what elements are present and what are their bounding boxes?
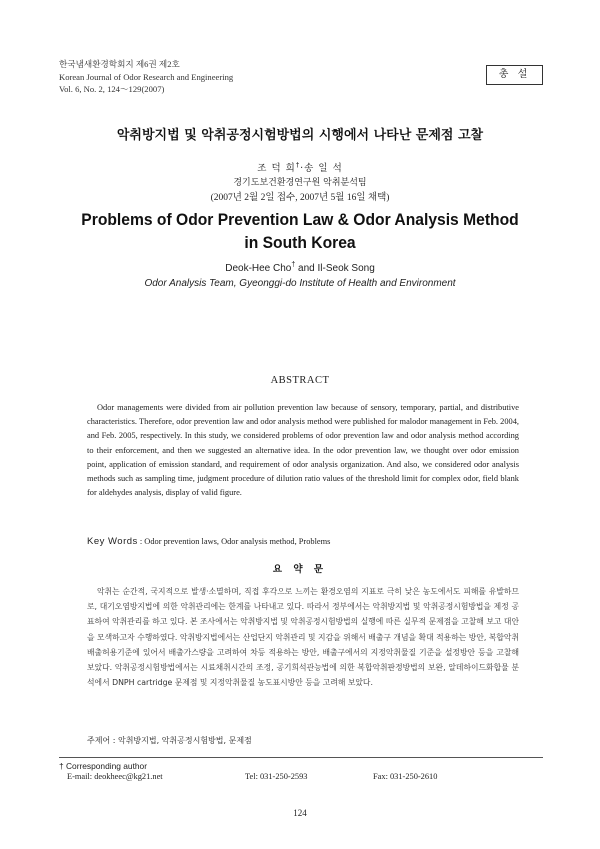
keywords-line (87, 536, 330, 547)
corresponding-mark: † (295, 160, 301, 169)
summary-heading-ko: 요 약 문 (272, 564, 328, 575)
article-type-badge: 총 설 (486, 65, 543, 85)
summary-body-ko: 악취는 순간적, 국지적으로 발생·소멸하며, 직접 후각으로 느끼는 환경오염의 지표로 극히 낮은 농도에서도 피해를 유발하므로, 대기오염방지법에 의한 악취관리에는 한계를 나타내고 있다. 따라서 정부에서는 악취방지법 및 악취공정시험방법을 제정 공표하여 악취관리를 하고 있다. 본 조사에서는 악취방지법 및 악취공정시험방법의 실행에 따른 실무적 문제점을 고찰해 보고 대안을 모색하고자 수행하였다. 악취방지법에서는 산업단지 악취관리 및 지감을 위해서 배출구 개념을 확대 적용하는 방안, 복합악취 배출허용기준에 있어서 배출가스량을 고려하여 차등 적용하는 방안, 배출구에서의 지정악취물질 기준을 설정방안 등을 고찰해 보았다. 악취공정시험방법에서는 시료채취시간의 조정, 공기희석관능법에 의한 복합악취판정방법의 보완, 알데하이드화합물 분석에서 DNPH cartridge 문제점 및 지정악취물질 농도표시방안 등을 고려해 보았다. (87, 587, 519, 688)
journal-name-en: Korean Journal of Odor Research and Engineering (59, 71, 234, 82)
contact-fax: Fax: 031-250-2610 (373, 772, 438, 781)
corresponding-author-note: † Corresponding author (59, 761, 147, 771)
author-first-ko: 조 덕 희 (257, 163, 296, 174)
corresponding-mark-en: † (291, 261, 296, 269)
contact-tel: Tel: 031-250-2593 (245, 772, 308, 781)
author-first-en: Deok-Hee Cho (225, 263, 292, 274)
abstract-body: Odor managements were divided from air pollution prevention law because of sensory, temporary, partial, and distributive characteristics. Therefore, odor prevention law and odor analysis method were published for malodor management in Feb. 2004, and Feb. 2005, respectively. In this study, we considered problems of odor prevention law and odor analysis method according to their enforcement, and then we suggested an alternative idea. In the odor prevention law, we thought over odor emission point, application of emission standard, and requirement of odor analysis organization. And also, we considered odor analysis methods such as sampling time, judgment procedure of dilution ratio values of the threshold limit for complex odor, field blank for aldehydes analysis, display of valid figure. (87, 403, 519, 498)
title-en-line-2: in South Korea (244, 233, 356, 252)
journal-volume: Vol. 6, No. 2, 124～129(2007) (59, 84, 165, 94)
author-rest-en: and Il-Seok Song (295, 263, 375, 274)
keywords-text: : Odor prevention laws, Odor analysis method, Problems (137, 537, 331, 546)
received-dates: (2007년 2월 2일 접수, 2007년 5월 16일 채택) (210, 193, 390, 203)
keywords-ko: 주제어 : 악취방지법, 악취공정시험방법, 문제점 (87, 736, 252, 745)
author-rest-ko: ·송 일 석 (300, 163, 343, 174)
authors-en (0, 263, 600, 274)
paper-title-en (24, 208, 576, 254)
paper-title-ko: 악취방지법 및 악취공정시험방법의 시행에서 나타난 문제점 고찰 (116, 128, 484, 143)
affiliation-ko: 경기도보건환경연구원 악취분석팀 (233, 178, 367, 188)
affiliation-en: Odor Analysis Team, Gyeonggi-do Institute of Health and Environment (144, 278, 456, 289)
keywords-label: Key Words (87, 536, 138, 547)
authors-ko (0, 160, 600, 174)
journal-name-ko: 한국냄새환경학회지 제6권 제2호 (59, 59, 180, 69)
journal-info (59, 58, 233, 96)
footnote-divider (59, 757, 543, 758)
title-en-line-1: Problems of Odor Prevention Law & Odor Analysis Method (81, 210, 519, 229)
abstract-heading: ABSTRACT (270, 375, 330, 386)
page-number: 124 (293, 808, 307, 818)
contact-email: E-mail: deokheec@kg21.net (67, 772, 163, 781)
